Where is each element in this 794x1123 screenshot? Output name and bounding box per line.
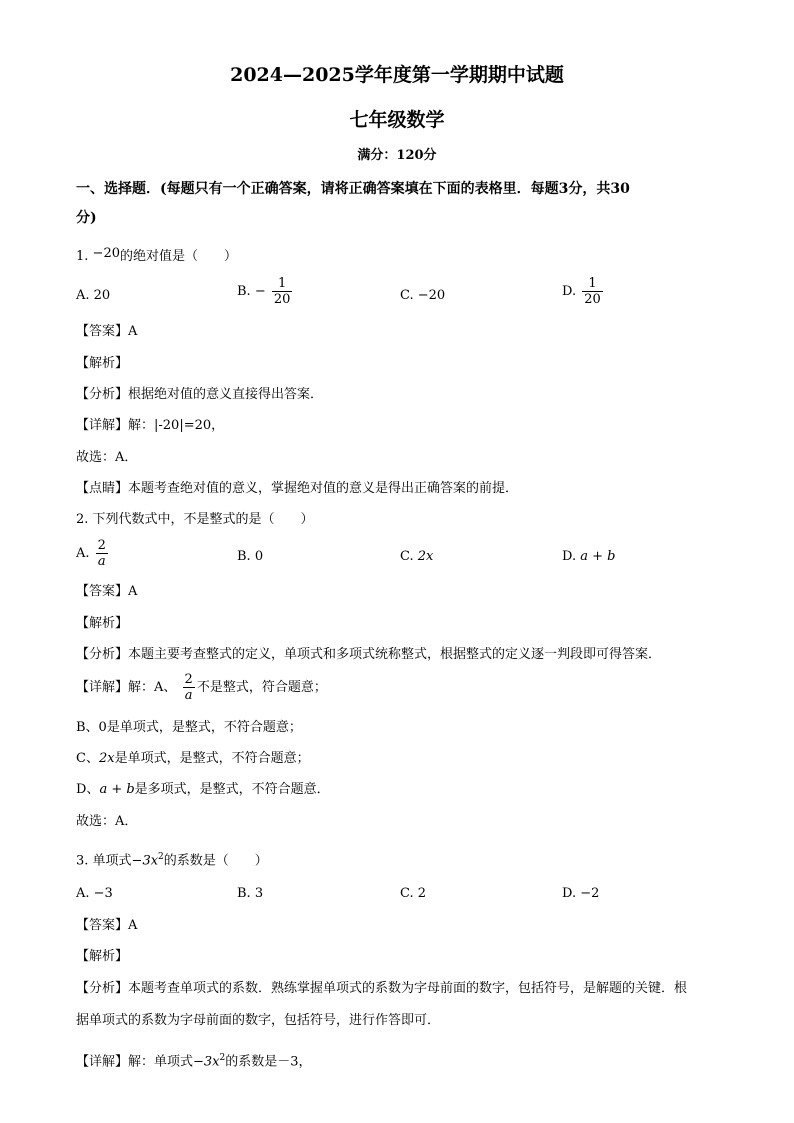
option-label: A. bbox=[76, 546, 90, 561]
line-suffix: 是单项式，是整式，不符合题意； bbox=[114, 751, 310, 766]
q3-fenxi-line1: 【分析】本题考查单项式的系数．熟练掌握单项式的系数为字母前面的数字，包括符号，是解题的关键．根 bbox=[76, 981, 688, 996]
q1-option-b bbox=[237, 276, 294, 307]
q2-line-c bbox=[76, 750, 310, 768]
q2-analysis-label: 【解析】 bbox=[76, 616, 129, 631]
q3-option-d: D. −2 bbox=[562, 886, 600, 901]
q1-option-c: C. −20 bbox=[400, 288, 446, 303]
question-2-stem: 2. 下列代数式中，不是整式的是（ ） bbox=[76, 512, 314, 527]
q1-fenxi: 【分析】根据绝对值的意义直接得出答案． bbox=[76, 387, 324, 402]
exam-title: 2024—2025学年度第一学期期中试题 bbox=[230, 64, 564, 86]
fraction bbox=[272, 276, 293, 307]
q3-answer: 【答案】A bbox=[76, 918, 138, 933]
line-prefix: D、 bbox=[76, 782, 100, 797]
denominator: a bbox=[96, 553, 108, 569]
q2-answer: 【答案】A bbox=[76, 584, 138, 599]
q1-analysis-label: 【解析】 bbox=[76, 356, 129, 371]
q1-xiangjie: 【详解】解：|-20|=20， bbox=[76, 418, 225, 433]
denominator: 20 bbox=[584, 292, 601, 307]
option-label: D. bbox=[562, 284, 577, 299]
q1-dianjing: 【点睛】本题考查绝对值的意义，掌握绝对值的意义是得出正确答案的前提． bbox=[76, 481, 519, 496]
option-expr: a + b bbox=[580, 549, 616, 564]
line-expr: a + b bbox=[99, 782, 135, 797]
q1-option-d bbox=[562, 276, 605, 307]
q1-guxuan: 故选：A． bbox=[76, 450, 138, 465]
option-expr: 2x bbox=[417, 549, 434, 564]
q2-guxuan: 故选：A． bbox=[76, 814, 138, 829]
q2-fenxi: 【分析】本题主要考查整式的定义，单项式和多项式统称整式，根据整式的定义逐一判段即可得答案． bbox=[76, 647, 662, 662]
q1-answer: 【答案】A bbox=[76, 324, 138, 339]
section-heading-cont: 分) bbox=[76, 210, 97, 226]
q1-option-a: A. 20 bbox=[76, 288, 111, 303]
fraction bbox=[582, 276, 603, 307]
question-1-stem bbox=[76, 248, 237, 266]
numerator: 1 bbox=[277, 276, 287, 291]
xiangjie-prefix: 【详解】解：单项式 bbox=[76, 1054, 194, 1070]
q3-option-c: C. 2 bbox=[400, 886, 427, 901]
xiangjie-suffix: 的系数是－3， bbox=[225, 1054, 312, 1070]
line-suffix: 是多项式，是整式，不符合题意． bbox=[134, 782, 330, 797]
q2-line-b: B、0是单项式，是整式，不符合题意； bbox=[76, 720, 302, 735]
numerator: 2 bbox=[184, 672, 193, 687]
q2-option-a bbox=[76, 538, 110, 569]
exponent: 2 bbox=[158, 852, 164, 862]
line-prefix: C、 bbox=[76, 751, 99, 766]
q2-option-b: B. 0 bbox=[237, 549, 264, 564]
q2-line-d bbox=[76, 781, 330, 799]
exam-subtitle: 七年级数学 bbox=[349, 109, 445, 131]
question-number: 1. bbox=[76, 249, 89, 264]
stem-suffix: 的系数是（ ） bbox=[163, 853, 268, 869]
fraction bbox=[96, 538, 108, 569]
q2-option-d bbox=[562, 548, 615, 566]
xiangjie-prefix: 【详解】解：A、 bbox=[76, 680, 177, 695]
exponent: 2 bbox=[219, 1053, 226, 1063]
option-label: C. bbox=[400, 549, 414, 564]
option-label: D. bbox=[562, 549, 577, 564]
question-text: 的绝对值是（ ） bbox=[119, 249, 237, 264]
full-score: 满分：120分 bbox=[357, 148, 437, 163]
numerator: 2 bbox=[97, 538, 106, 553]
denominator: 20 bbox=[273, 292, 291, 307]
question-3-stem bbox=[76, 848, 268, 870]
stem-prefix: 3. 单项式 bbox=[76, 853, 132, 869]
q3-analysis-label: 【解析】 bbox=[76, 949, 129, 964]
denominator: a bbox=[183, 687, 195, 703]
stem-expr: −3x bbox=[131, 853, 159, 869]
q2-xiangjie bbox=[76, 672, 327, 703]
q3-xiangjie bbox=[76, 1049, 312, 1071]
xiangjie-expr: −3x bbox=[193, 1054, 220, 1070]
q3-option-a: A. −3 bbox=[76, 886, 113, 901]
q2-option-c bbox=[400, 548, 433, 566]
q3-option-b: B. 3 bbox=[237, 886, 264, 901]
xiangjie-suffix: 不是整式，符合题意； bbox=[196, 680, 327, 695]
fraction bbox=[183, 672, 195, 703]
section-heading: 一、选择题．(每题只有一个正确答案，请将正确答案填在下面的表格里．每题3分，共30 bbox=[76, 181, 630, 197]
numerator: 1 bbox=[588, 276, 597, 291]
q3-fenxi-line2: 据单项式的系数为字母前面的数字，包括符号，进行作答即可． bbox=[76, 1013, 441, 1028]
question-expr: −20 bbox=[92, 246, 120, 261]
line-expr: 2x bbox=[98, 751, 115, 766]
option-label: B. − bbox=[237, 284, 266, 299]
